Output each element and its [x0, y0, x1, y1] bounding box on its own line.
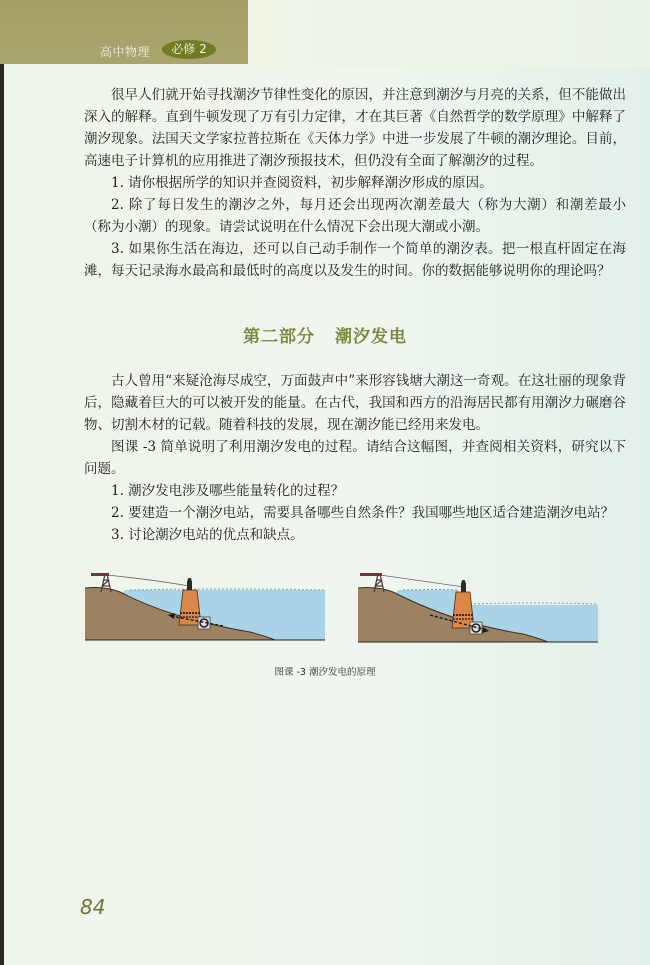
figure-intro-paragraph: 图课 -3 简单说明了利用潮汐发电的过程。请结合这幅图，并查阅相关资料，研究以下问题。	[84, 439, 626, 477]
question-1: 1. 请你根据所学的知识并查阅资料，初步解释潮汐形成的原因。	[111, 175, 493, 191]
question-2: 2. 要建造一个潮汐电站，需要具备哪些自然条件？我国哪些地区适合建造潮汐电站？	[111, 505, 615, 521]
tidal-diagram-outgoing-illustration	[358, 570, 598, 650]
section-title-topic: 潮汐发电	[335, 327, 407, 347]
qiantang-paragraph: 古人曾用“来疑沧海尽成空，万面鼓声中”来形容钱塘大潮这一奇观。在这壮丽的现象背后，隐藏着巨大的可以被开发的能量。在古代，我国和西方的沿海居民都有用潮汐力碾磨谷物、切割木材的记载。随着科技的发展，现在潮汐能已经用来发电。	[84, 373, 626, 433]
section-title	[0, 322, 650, 347]
tidal-diagram-incoming	[85, 570, 325, 650]
page-number: 84	[80, 895, 106, 919]
question-3: 3. 讨论潮汐电站的优点和缺点。	[111, 527, 304, 543]
part1-body	[84, 84, 626, 282]
page-binding-edge	[0, 0, 4, 965]
question-3: 3. 如果你生活在海边，还可以自己动手制作一个简单的潮汐表。把一根直杆固定在海滩，每天记录海水最高和最低时的高度以及发生的时间。你的数据能够说明你的理论吗？	[84, 241, 626, 279]
part2-body	[84, 370, 626, 546]
question-2: 2. 除了每日发生的潮汐之外，每月还会出现两次潮差最大（称为大潮）和潮差最小（称为小潮）的现象。请尝试说明在什么情况下会出现大潮或小潮。	[84, 197, 626, 235]
header-band	[0, 0, 248, 64]
intro-paragraph: 很早人们就开始寻找潮汐节律性变化的原因，并注意到潮汐与月亮的关系，但不能做出深入的解释。直到牛顿发现了万有引力定律，才在其巨著《自然哲学的数学原理》中解释了潮汐现象。法国天文学家拉普拉斯在《天体力学》中进一步发展了牛顿的潮汐理论。目前，高速电子计算机的应用推进了潮汐预报技术，但仍没有全面了解潮汐的过程。	[84, 87, 626, 169]
header-top-margin	[248, 0, 650, 68]
question-1: 1. 潮汐发电涉及哪些能量转化的过程？	[111, 483, 345, 499]
section-title-part: 第二部分	[243, 327, 315, 347]
tidal-diagram-outgoing	[358, 570, 598, 650]
volume-badge: 必修 2	[162, 40, 216, 59]
figure-caption: 图课 -3 潮汐发电的原理	[274, 667, 376, 678]
header-subject: 高中物理	[100, 45, 151, 59]
tidal-diagram-incoming-illustration	[85, 570, 325, 650]
